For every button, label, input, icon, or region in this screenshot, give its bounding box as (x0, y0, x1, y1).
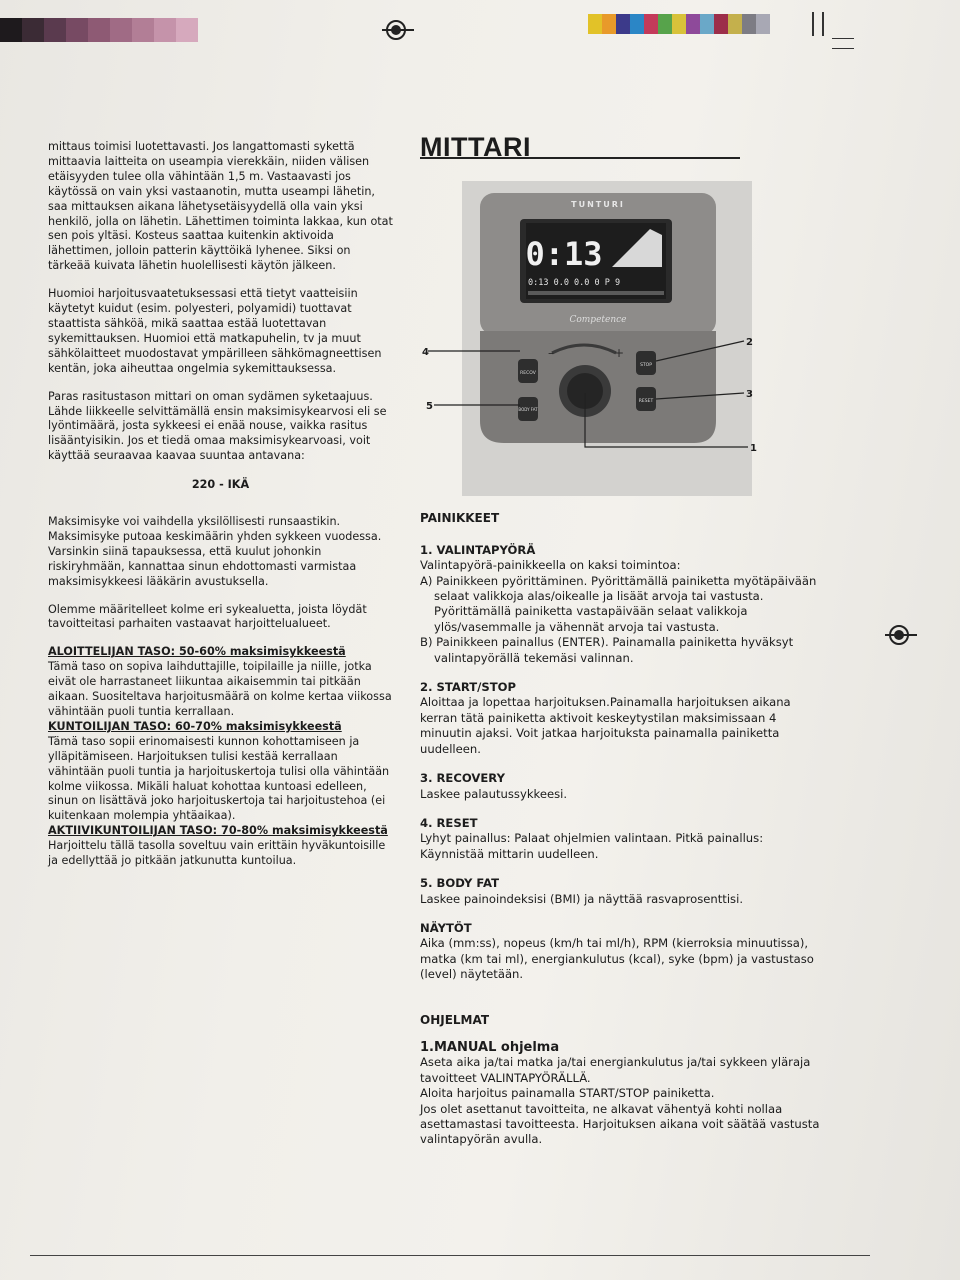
calibration-swatch (602, 14, 616, 34)
manual-program-line-2: Aloita harjoitus painamalla START/STOP painiketta. (420, 1086, 715, 1101)
calibration-swatch (714, 14, 728, 34)
max-heart-rate-formula: 220 - IKÄ (191, 478, 250, 492)
trim-mark (832, 48, 854, 49)
right-column (420, 132, 820, 1148)
color-calibration-strip-right (588, 14, 770, 34)
calibration-swatch (154, 18, 176, 42)
level-active-heading: AKTIIVIKUNTOILIJAN TASO: 70-80% maksimisykkeestä (48, 824, 388, 838)
level-active-text: Harjoittelu tällä tasolla soveltuu vain erittäin hyväkuntoisille ja edellyttää jo pitkään jatkunutta kuntoilua. (48, 839, 386, 868)
calibration-swatch (630, 14, 644, 34)
level-beginner (48, 645, 393, 720)
level-active (48, 824, 393, 869)
displays-heading: NÄYTÖT (420, 920, 472, 935)
calibration-swatch (66, 18, 88, 42)
level-beginner-text: Tämä taso on sopiva laihduttajille, toipilaille ja niille, jotka eivät ole harrastaneet liikuntaa aikaisemmin tai pitkään aikaan. Suositeltava harjoitusmäärä on kolme kertaa viikossa vähintään puoli tuntia kerrallaan. (48, 660, 392, 718)
manual-program-line-3: Jos olet asettanut tavoitteita, ne alkavat vähentyä kohti nollaa asettamastasi tavoitteesta. Harjoituksen aikana voit säätää vastusta valintapyörän avulla. (420, 1101, 820, 1147)
level-fitness-text: Tämä taso sopii erinomaisesti kunnon kohottamiseen ja ylläpitämiseen. Harjoituksen tulisi kestää kerrallaan vähintään puoli tuntia ja harjoituskertoja tulisi olla vähintään kolme viikossa. Mikäli haluat kohottaa kuntoasi edelleen, sinun on lisättävä joko harjoituskertoja tai harjoitustehoa (ei kuitenkaan molempia yhtäaikaa). (48, 734, 390, 823)
paragraph-transmitter: mittaus toimisi luotettavasti. Jos langattomasti sykettä mittaavia laitteita on useampia vierekkäin, niiden välisen etäisyyden tulee olla vähintään 1,5 m. Vastaavasti jos käytössä on vain yksi vastaanotin, mutta useampi lähetin, saa mittauksen aikana lähetysetäisyydellä olla vain yksi henkilö, jolla on lähetin. Lähettimen toiminta lakkaa, kun otat sen pois yltäsi. Kosteus saattaa kuitenkin aktivoida lähettimen, jolloin patterin käyttöikä lyhenee. Siksi on tärkeää kuivata lähetin huolellisesti käytön jälkeen. (48, 140, 393, 273)
calibration-swatch (672, 14, 686, 34)
start-stop-heading: 2. START/STOP (420, 680, 516, 695)
calibration-swatch (88, 18, 110, 42)
registration-mark-icon (889, 625, 909, 645)
start-stop-text: Aloittaa ja lopettaa harjoituksen.Painamalla harjoituksen aikana kerran tätä painiketta aktivoit keskeytystilan maksimissaan 4 minuutin ajaksi. Voit jatkaa harjoituksta painamalla painiketta uudelleen. (420, 695, 791, 756)
displays-text: Aika (mm:ss), nopeus (km/h tai ml/h), RPM (kierroksia minuutissa), matka (km tai ml), energiankulutus (kcal), syke (bpm) ja vastustaso (level) näytetään. (420, 936, 814, 982)
calibration-swatch (742, 14, 756, 34)
section-title: MITTARI (420, 140, 740, 159)
dial-minus-label: – (548, 346, 554, 361)
footer-rule (30, 1255, 870, 1256)
callout-4-label: 4 (422, 347, 429, 359)
selection-dial-press: B) Painikkeen painallus (ENTER). Painamalla painiketta hyväksyt valintapyörällä tekemäsi valinnan. (420, 635, 794, 665)
trim-mark (812, 12, 814, 36)
trim-mark (832, 38, 854, 39)
recovery-text: Laskee palautussykkeesi. (420, 786, 568, 801)
manual-program-heading: 1.MANUAL ohjelma (420, 1039, 560, 1055)
start-stop-button-label: STOP (640, 363, 652, 369)
paragraph-max-variation: Maksimisyke voi vaihdella yksilöllisesti runsaastikin. Maksimisyke putoaa keskimäärin yhden sykkeen vuodessa. Varsinkin siinä tapauksessa, että kuulut johonkin riskiryhmään, kannattaa sinun ehdottomasti varmistaa maksimisykkeesi lääkärin avustuksella. (48, 515, 382, 588)
dial-plus-label: + (614, 346, 625, 361)
console-brand-label: TUNTURI (571, 200, 625, 210)
calibration-swatch (588, 14, 602, 34)
calibration-swatch (700, 14, 714, 34)
reset-text: Lyhyt painallus: Palaat ohjelmien valintaan. Pitkä painallus: Käynnistää mittarin uudelleen. (420, 831, 764, 861)
color-calibration-strip-left (0, 18, 198, 42)
lcd-time-readout: 0:13 (525, 235, 603, 274)
paragraph-zones: Olemme määritelleet kolme eri sykealuetta, joista löydät tavoitteitasi parhaiten vastaavat harjoittelualueet. (48, 602, 367, 631)
calibration-swatch (132, 18, 154, 42)
calibration-swatch (44, 18, 66, 42)
calibration-swatch (658, 14, 672, 34)
calibration-swatch (644, 14, 658, 34)
calibration-swatch (756, 14, 770, 34)
calibration-swatch (22, 18, 44, 42)
calibration-swatch (110, 18, 132, 42)
callout-1-label: 1 (750, 443, 757, 455)
level-fitness (48, 720, 393, 824)
console-figure (422, 181, 758, 501)
calibration-swatch (616, 14, 630, 34)
reset-button-label: RESET (638, 399, 654, 405)
manual-program-line-1: Aseta aika ja/tai matka ja/tai energiankulutus ja/tai sykkeen yläraja tavoitteet VALINTAPYÖRÄLLÄ. (420, 1055, 811, 1085)
level-beginner-heading: ALOITTELIJAN TASO: 50-60% maksimisykkeestä (48, 645, 346, 659)
reset-heading: 4. RESET (420, 815, 478, 830)
lcd-secondary-readouts: 0:13 0.0 0.0 0 P 9 (528, 278, 621, 289)
paragraph-clothing: Huomioi harjoitusvaatetuksessasi että tietyt vaatteisiin käytetyt kuidut (esim. polyesteri, polyamidi) tuottavat staattista sähköä, mikä saattaa estää luotettavan sykemittauksen. Huomioi että matkapuhelin, tv ja muut sähkölaitteet muodostavat ympärilleen sähkömagneettisen kentän, joka aiheuttaa ongelmia sykemittauksessa. (48, 287, 382, 375)
registration-mark-icon (386, 20, 406, 40)
selection-dial-heading: 1. VALINTAPYÖRÄ (420, 542, 536, 557)
calibration-swatch (0, 18, 22, 42)
calibration-swatch (686, 14, 700, 34)
callout-5-label: 5 (426, 401, 433, 413)
body-fat-text: Laskee painoindeksisi (BMI) ja näyttää rasvaprosenttisi. (420, 891, 744, 906)
lcd-label-row (528, 291, 664, 295)
paragraph-max-heart-rate: Paras rasitustason mittari on oman sydämen syketaajuus. Lähde liikkeelle selvittämällä ensin maksimisykearvosi eli se lyöntimäärä, josta sykkeesi ei enää nouse, vaikka rasitus lisääntyisikin. Jos et tiedä omaa maksimisykearvoasi, voit käyttää seuraavaa kaavaa suuntaa antavana: (48, 389, 387, 463)
callout-3-label: 3 (746, 389, 753, 401)
selection-dial-intro: Valintapyörä-painikkeella on kaksi toimintoa: (420, 558, 681, 573)
buttons-heading: PAINIKKEET (420, 511, 500, 526)
recovery-button-label: RECOV (520, 371, 536, 377)
calibration-swatch (728, 14, 742, 34)
trim-mark (822, 12, 824, 36)
level-fitness-heading: KUNTOILIJAN TASO: 60-70% maksimisykkeestä (48, 719, 342, 733)
body-fat-button-label: BODY FAT (518, 407, 538, 413)
body-fat-heading: 5. BODY FAT (420, 876, 499, 891)
recovery-heading: 3. RECOVERY (420, 771, 505, 786)
programs-heading: OHJELMAT (420, 1012, 490, 1027)
console-illustration (422, 181, 758, 501)
callout-2-label: 2 (746, 337, 753, 349)
console-model-label: Competence (569, 315, 627, 326)
left-column (48, 140, 393, 869)
selection-dial-rotate: A) Painikkeen pyörittäminen. Pyörittämällä painiketta myötäpäivään selaat valikkoja alas/oikealle ja lisäät arvoja tai vastusta. Pyörittämällä painiketta vastapäivään selaat valikkoja ylös/vasemmalle ja vähennät arvoja tai vastusta. (420, 573, 817, 634)
calibration-swatch (176, 18, 198, 42)
